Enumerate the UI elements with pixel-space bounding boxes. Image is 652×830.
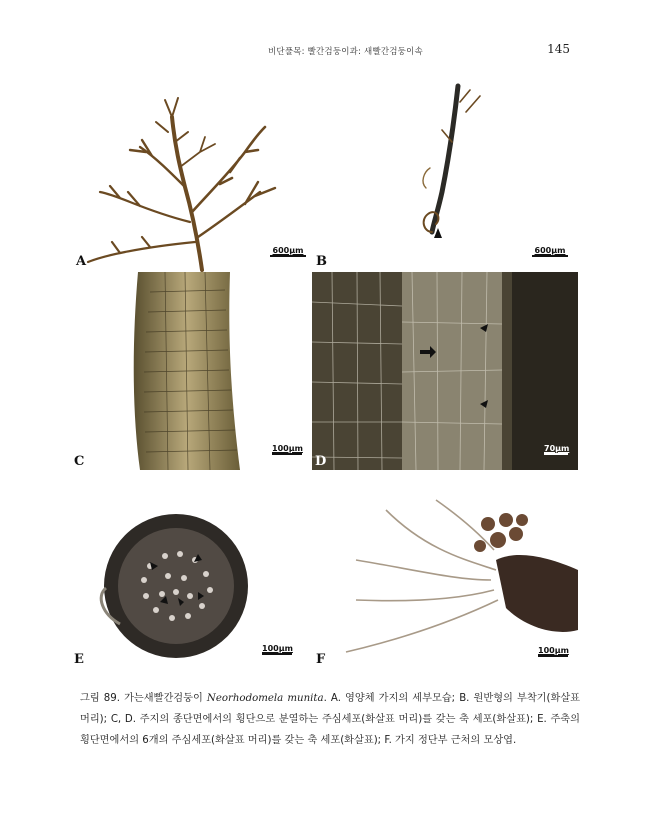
panel-letter: C: [74, 454, 85, 469]
scale-label: 100μm: [538, 646, 569, 655]
panel-letter: B: [316, 254, 327, 269]
caption-body: . A. 영양체 가지의 세부모습; B. 원반형의 부착기(화살표 머리); C, D. 주지의 종단면에서의 횡단으로 분열하는 주심세포(화살표 머리)를 갖는 축 세포(화살표); E. 주축의 횡단면에서의 6개의 주심세포(화살표 머리)를 갖는 축 세포(화살표); F. 가지 정단부 근처의 모상엽.: [80, 693, 581, 746]
scale-line: [272, 453, 302, 455]
micrograph-cells-illustration: [312, 272, 578, 470]
panel-letter: F: [316, 652, 326, 667]
figure-caption: [80, 688, 580, 751]
scale-label: 600μm: [272, 246, 304, 255]
panel-letter: D: [315, 454, 327, 469]
panel-letter: A: [76, 254, 87, 269]
scale-line: [262, 653, 292, 655]
figure-panel-d: [312, 272, 578, 470]
scale-label: 600μm: [534, 246, 566, 255]
figure-panel-a: [76, 92, 310, 270]
algae-branch-illustration: [80, 92, 310, 270]
caption-prefix: 그림 89. 가는새빨간검둥이: [80, 693, 207, 704]
scale-line: [544, 453, 568, 455]
arrowhead-icon: [434, 228, 442, 238]
scale-line: [270, 255, 306, 257]
scale-label: 100μm: [272, 444, 303, 453]
page-number: 145: [547, 42, 570, 56]
panel-letter: E: [74, 652, 84, 667]
axis-longitudinal-illustration: [80, 272, 310, 470]
trichoblast-illustration: [316, 490, 578, 670]
caption-species: Neorhodomela munita: [206, 693, 324, 704]
holdfast-illustration: [320, 82, 576, 270]
page-header: [0, 44, 652, 60]
scale-label: 70μm: [544, 444, 570, 453]
figure-panel-b: [316, 82, 576, 270]
figure-panel-c: [74, 272, 310, 470]
scale-line: [532, 255, 568, 257]
running-head: 비단풀목: 빨간검둥이과: 새빨간검둥이속: [268, 47, 423, 57]
scale-label: 100μm: [262, 644, 293, 653]
scale-line: [538, 655, 568, 657]
figure-panel-f: [316, 490, 578, 670]
